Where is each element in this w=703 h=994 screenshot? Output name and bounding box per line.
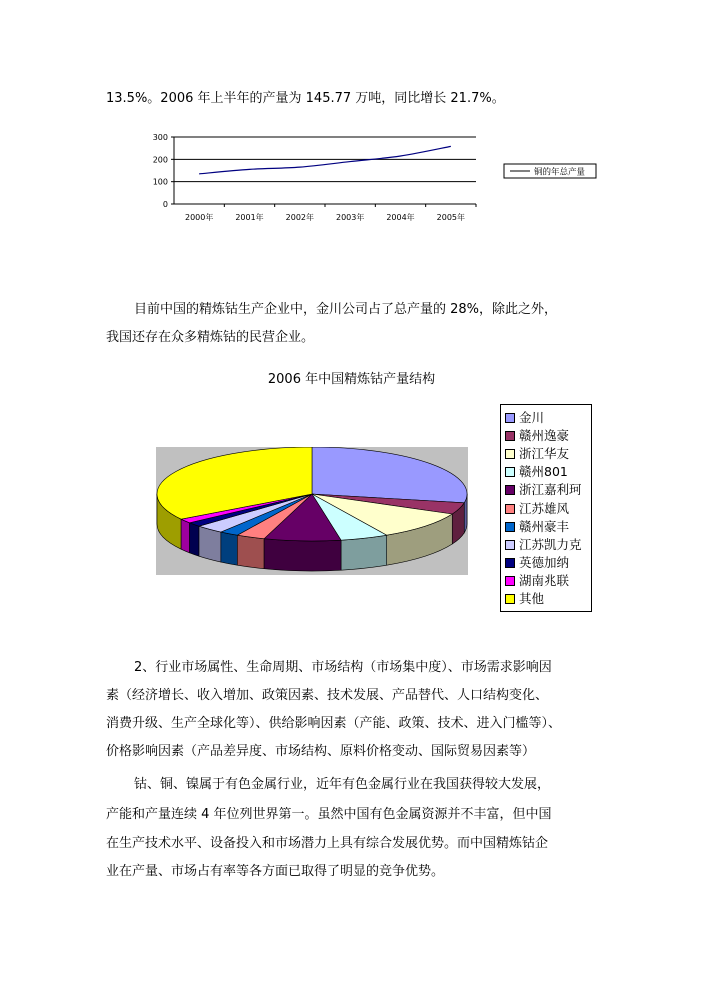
- pie-chart-area: [156, 447, 468, 575]
- legend-swatch: [505, 485, 515, 495]
- paragraph-line: 我国还存在众多精炼钴的民营企业。: [106, 330, 315, 345]
- pie-slice-side: [181, 519, 189, 553]
- legend-swatch: [505, 449, 515, 459]
- y-tick-label: 300: [152, 133, 168, 142]
- legend-swatch: [505, 413, 515, 423]
- y-tick-label: 0: [162, 200, 168, 209]
- x-tick-label: 2001年: [235, 213, 264, 222]
- paragraph-line: 2、行业市场属性、生命周期、市场结构（市场集中度）、市场需求影响因: [134, 660, 552, 675]
- legend-label: 浙江华友: [519, 446, 570, 462]
- legend-label: 浙江嘉利珂: [519, 482, 582, 498]
- x-tick-label: 2004年: [386, 213, 415, 222]
- legend-swatch: [505, 467, 515, 477]
- legend-label: 其他: [519, 591, 545, 606]
- paragraph-line: 消费升级、生产全球化等）、供给影响因素（产能、政策、技术、进入门槛等）、: [106, 716, 562, 731]
- x-tick-label: 2003年: [335, 213, 365, 222]
- x-tick-label: 2005年: [436, 213, 466, 222]
- legend-swatch: [505, 594, 515, 604]
- x-tick-label: 2002年: [285, 213, 315, 222]
- legend-label: 赣州逸豪: [519, 428, 570, 444]
- legend-label: 赣州豪丰: [519, 518, 570, 534]
- legend-label: 英德加纳: [519, 554, 570, 570]
- legend-swatch: [505, 431, 515, 441]
- line-chart: [130, 128, 600, 228]
- legend-label: 赣州801: [519, 464, 568, 480]
- series-line: [199, 146, 451, 173]
- legend-label: 金川: [519, 410, 545, 425]
- pie-slice: [312, 447, 467, 503]
- paragraph-line: 产能和产量连续 4 年位列世界第一。虽然中国有色金属资源并不丰富，但中国: [106, 807, 552, 822]
- paragraph-line: 价格影响因素（产品差异度、市场结构、原料价格变动、国际贸易因素等）: [106, 744, 536, 759]
- legend-label: 湖南兆联: [519, 572, 570, 588]
- pie-slice-side: [221, 532, 237, 565]
- y-tick-label: 100: [152, 177, 168, 187]
- y-tick-label: 200: [152, 155, 168, 165]
- pie-slice-side: [237, 535, 264, 569]
- paragraph-line: 在生产技术水平、设备投入和市场潜力上具有综合发展优势。而中国精炼钴企: [106, 836, 549, 851]
- legend-swatch: [505, 522, 515, 532]
- pie-slice-side: [341, 535, 387, 570]
- paragraph-line: 素（经济增长、收入增加、政策因素、技术发展、产品替代、人口结构变化、: [106, 688, 549, 703]
- pie-chart-title: 2006 年中国精炼钴产量结构: [267, 372, 436, 387]
- legend-label: 江苏凯力克: [519, 536, 582, 552]
- paragraph-line: 钴、铜、镍属于有色金属行业，近年有色金属行业在我国获得较大发展，: [134, 777, 551, 792]
- x-tick-label: 2000年: [184, 213, 214, 222]
- pie-slice-side: [264, 539, 341, 571]
- legend-swatch: [505, 558, 515, 568]
- pie-slice-side: [190, 523, 199, 556]
- pie-legend: [500, 404, 592, 612]
- legend-swatch: [505, 540, 515, 550]
- legend-label: 铜的年总产量: [534, 167, 586, 178]
- pie-chart: [156, 447, 468, 575]
- paragraph-line: 目前中国的精炼钴生产企业中，金川公司占了总产量的 28%，除此之外，: [134, 302, 558, 317]
- legend-swatch: [505, 576, 515, 586]
- legend-label: 江苏雄风: [519, 500, 570, 516]
- paragraph-line: 13.5%。2006 年上半年的产量为 145.77 万吨，同比增长 21.7%。: [106, 91, 505, 106]
- paragraph-line: 业在产量、市场占有率等各方面已取得了明显的竞争优势。: [106, 864, 445, 879]
- legend-swatch: [505, 504, 515, 514]
